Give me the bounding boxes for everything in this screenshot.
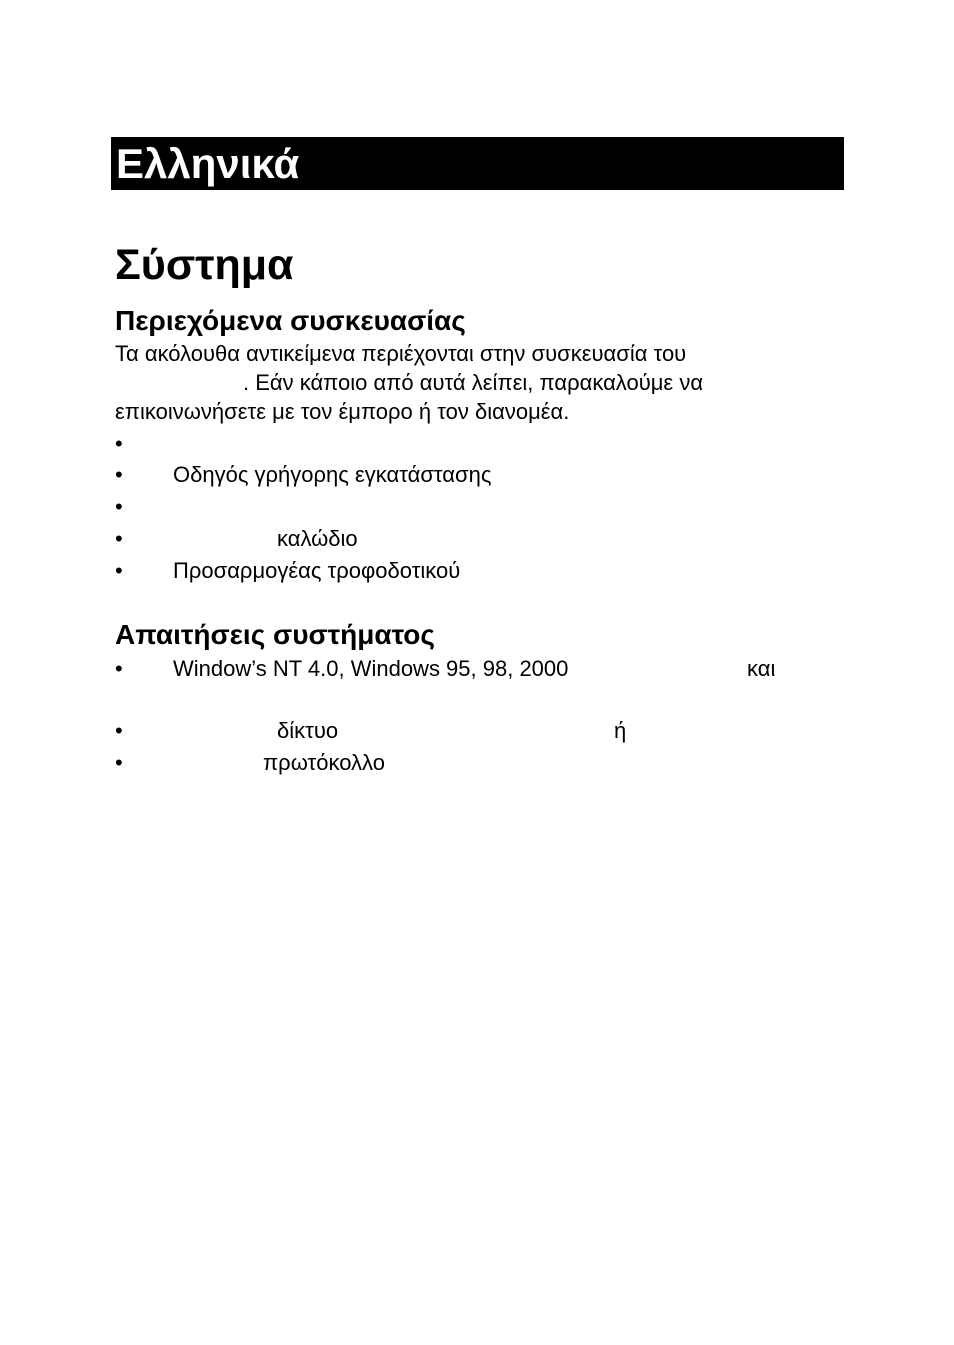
- package-item-4: καλώδιο: [277, 526, 358, 551]
- list-bullet: •: [115, 494, 123, 519]
- requirement-1-conjunction: και: [747, 656, 776, 681]
- list-bullet: •: [115, 462, 123, 487]
- intro-line-3: επικοινωνήσετε με τον έμπορο ή τον διανομέα.: [115, 399, 570, 424]
- requirement-3-text: πρωτόκολλο: [263, 750, 385, 775]
- language-banner: [111, 137, 844, 190]
- list-bullet: •: [115, 526, 123, 551]
- chapter-title: Σύστημα: [115, 241, 294, 289]
- list-bullet: •: [115, 558, 123, 583]
- list-bullet: •: [115, 718, 123, 743]
- package-contents-heading: Περιεχόμενα συσκευασίας: [115, 305, 466, 336]
- requirement-1-text: Window’s NT 4.0, Windows 95, 98, 2000: [173, 656, 569, 681]
- list-bullet: •: [115, 656, 123, 681]
- system-requirements-heading: Απαιτήσεις συστήματος: [115, 619, 435, 650]
- intro-line-2: . Εάν κάποιο από αυτά λείπει, παρακαλούμε να: [243, 370, 704, 395]
- requirement-2-conjunction: ή: [614, 718, 627, 743]
- requirement-2-text: δίκτυο: [277, 718, 339, 743]
- package-item-2: Οδηγός γρήγορης εγκατάστασης: [173, 462, 492, 487]
- intro-line-1: Τα ακόλουθα αντικείμενα περιέχονται στην συσκευασία του: [115, 341, 687, 366]
- language-banner-label: Ελληνικά: [116, 140, 300, 187]
- list-bullet: •: [115, 431, 123, 456]
- list-bullet: •: [115, 750, 123, 775]
- package-item-5: Προσαρμογέας τροφοδοτικού: [173, 558, 461, 583]
